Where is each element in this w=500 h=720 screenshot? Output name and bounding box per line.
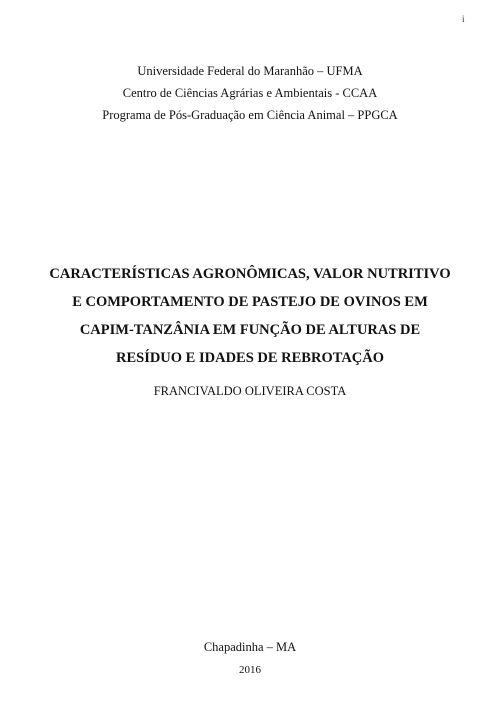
university-name: Universidade Federal do Maranhão – UFMA: [137, 64, 363, 78]
author-name: FRANCIVALDO OLIVEIRA COSTA: [153, 384, 347, 398]
institution-block: [0, 60, 500, 126]
center-name: Centro de Ciências Agrárias e Ambientais - CCAA: [122, 86, 378, 100]
year: 2016: [239, 664, 261, 676]
title-line-3: CAPIM-TANZÂNIA EM FUNÇÃO DE ALTURAS DE: [79, 322, 421, 338]
title-line-2: E COMPORTAMENTO DE PASTEJO DE OVINOS EM: [72, 294, 428, 310]
title-line-4: RESÍDUO E IDADES DE REBROTAÇÃO: [115, 350, 385, 366]
program-name: Programa de Pós-Graduação em Ciência Animal – PPGCA: [102, 108, 398, 122]
page-number: i: [462, 14, 465, 24]
title-line-1: CARACTERÍSTICAS AGRONÔMICAS, VALOR NUTRITIVO: [49, 266, 451, 282]
place: Chapadinha – MA: [203, 640, 297, 654]
thesis-title: [30, 260, 470, 372]
